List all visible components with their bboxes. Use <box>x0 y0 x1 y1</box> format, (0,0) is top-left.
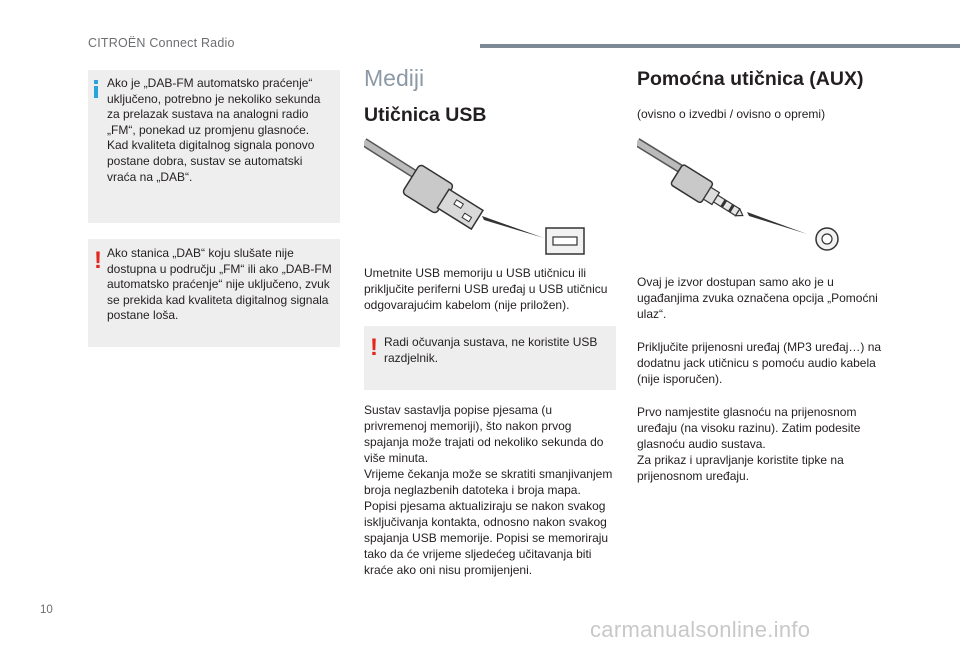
aux-subtitle: (ovisno o izvedbi / ovisno o opremi) <box>637 107 826 121</box>
usb-plug-illustration <box>364 138 594 258</box>
usb-warning-box <box>364 326 616 390</box>
usb-body-text: Sustav sastavlja popise pjesama (u privremenoj memoriji), što nakon prvog spajanja može trajati od nekoliko sekunda do više minuta. Vrijeme čekanja može se skratiti smanjivanjem broja neglazbenih datoteka i broja mapa. Popisi pjesama aktualiziraju se nakon svakog isključivanja kontakta, odnosno nakon svakog spajanja USB memorije. Popisi se memoriraju tako da će vrijeme sljedećeg učitavanja biti kraće ako oni nisu promijenjeni. <box>364 403 613 577</box>
usb-heading: Utičnica USB <box>364 104 487 126</box>
aux-para-3: Prvo namjestite glasnoću na prijenosnom uređaju (na visoku razinu). Zatim podesite glasnoću audio sustava. Za prikaz i upravljanje koristite tipke na prijenosnom uređaju. <box>637 405 861 483</box>
info-note-text: Ako je „DAB-FM automatsko praćenje“ uključeno, potrebno je nekoliko sekunda za prelazak sustava na analogni radio „FM“, ponekad uz promjenu glasnoće. Kad kvaliteta digitalnog signala ponovo postane dobra, sustav se automatski vraća na „DAB“. <box>107 76 321 184</box>
aux-para-2: Priključite prijenosni uređaj (MP3 uređaj…) na dodatnu jack utičnicu s pomoću audio kabela (nije isporučen). <box>637 340 882 386</box>
info-note-box <box>88 70 340 223</box>
usb-warning-text: Radi očuvanja sustava, ne koristite USB razdjelnik. <box>384 335 598 365</box>
warning-icon: ! <box>370 334 378 361</box>
watermark: carmanualsonline.info <box>590 617 811 642</box>
info-icon <box>94 86 98 98</box>
section-title: Mediji <box>364 65 425 91</box>
manual-title: CITROËN Connect Radio <box>88 36 235 50</box>
aux-heading: Pomoćna utičnica (AUX) <box>637 68 864 90</box>
page-number: 10 <box>40 604 53 616</box>
aux-jack-illustration <box>637 134 857 254</box>
warning-note-box <box>88 239 340 347</box>
usb-instruction: Umetnite USB memoriju u USB utičnicu ili priključite periferni USB uređaj u USB utičnicu odgovarajućim kabelom (nije priložen). <box>364 266 608 312</box>
header-rule <box>480 44 960 48</box>
aux-para-1: Ovaj je izvor dostupan samo ako je u ugađanjima zvuka označena opcija „Pomoćni ulaz“. <box>637 275 878 321</box>
warning-note-text: Ako stanica „DAB“ koju slušate nije dostupna u području „FM“ ili ako „DAB-FM automatsko praćenje“ nije uključeno, zvuk se prekida kad kvaliteta digitalnog signala postane loša. <box>107 246 332 323</box>
warning-icon: ! <box>94 247 102 274</box>
